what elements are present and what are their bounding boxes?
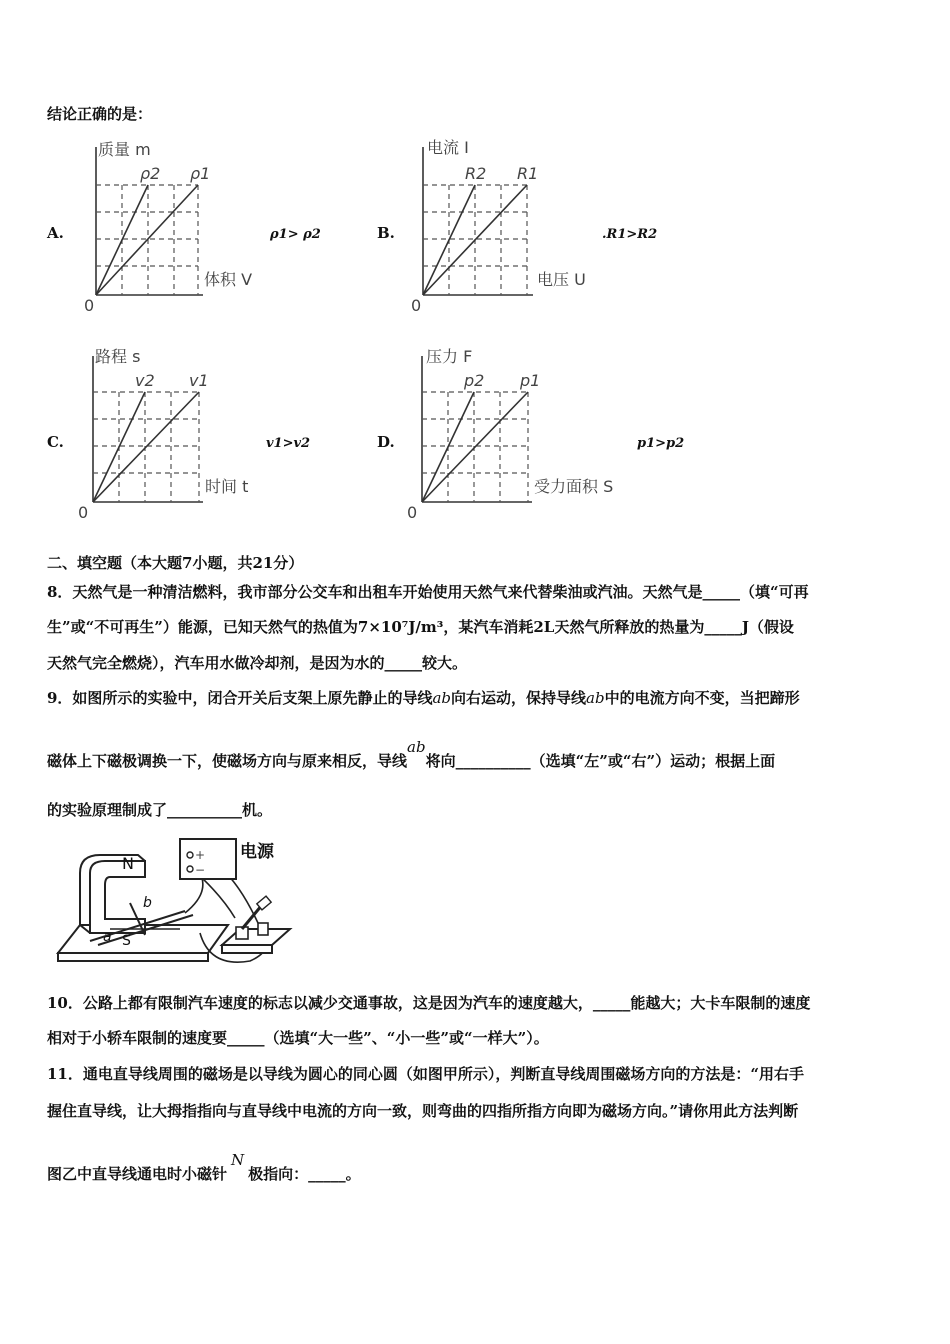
- q9-fig-minus: −: [195, 863, 206, 877]
- graph-b-line1-label: R2: [465, 164, 487, 183]
- intro-text: 结论正确的是：: [47, 105, 153, 123]
- graph-a-y-label: 质量 m: [98, 140, 151, 159]
- q11-line3: [47, 1151, 361, 1184]
- q9-line3: 的实验原理制成了__________机。: [47, 801, 273, 819]
- q9-figure: [50, 833, 300, 973]
- q9-ab-1: ab: [432, 689, 451, 707]
- q9-line2: [47, 738, 776, 771]
- graph-a: [78, 135, 278, 315]
- graph-b-x-label: 电压 U: [537, 270, 586, 289]
- q9-line2a: 磁体上下磁极调换一下，使磁场方向与原来相反，导线: [47, 752, 408, 770]
- q9-line1a: 9．如图所示的实验中，闭合开关后支架上原先静止的导线: [47, 689, 433, 707]
- q9-fig-plus: +: [195, 848, 206, 862]
- section-title: 二、填空题（本大题7小题，共21分）: [47, 554, 304, 572]
- graph-c: [75, 342, 275, 522]
- option-a-letter: A.: [47, 224, 64, 242]
- option-b-conclusion: .R1>R2: [602, 227, 658, 242]
- option-c-conclusion: v1>v2: [266, 436, 311, 451]
- option-d-letter: D.: [377, 433, 395, 451]
- q9-fig-s: S: [122, 933, 131, 949]
- option-a-conclusion: ρ1> ρ2: [270, 227, 321, 242]
- graph-c-line2-label: v1: [189, 371, 209, 390]
- q8-line3: 天然气完全燃烧），汽车用水做冷却剂，是因为水的_____较大。: [47, 654, 468, 672]
- q9-line2b: 将向__________（选填“左”或“右”）运动；根据上面: [425, 752, 776, 770]
- graph-b-line2-label: R1: [517, 164, 539, 183]
- option-c-letter: C.: [47, 433, 64, 451]
- q11-line2: 握住直导线，让大拇指指向与直导线中电流的方向一致，则弯曲的四指所指方向即为磁场方向。”请你用此方法判断: [47, 1102, 799, 1120]
- graph-b: [405, 135, 625, 315]
- graph-b-origin: 0: [411, 296, 422, 315]
- q9-fig-a: a: [103, 929, 112, 945]
- q9-ab-2: ab: [586, 689, 605, 707]
- graph-a-line1-label: ρ2: [140, 164, 161, 183]
- q9-fig-power-label: 电源: [240, 842, 274, 862]
- graph-b-y-label: 电流 I: [427, 138, 469, 157]
- graph-a-line2-label: ρ1: [190, 164, 211, 183]
- option-b-letter: B.: [377, 224, 395, 242]
- q10-line1: 10．公路上都有限制汽车速度的标志以减少交通事故，这是因为汽车的速度越大，_____能越大；大卡车限制的速度: [47, 994, 811, 1012]
- q9-ab-3: ab: [407, 738, 426, 756]
- graph-c-origin: 0: [78, 503, 89, 522]
- q10-line2: 相对于小轿车限制的速度要_____（选填“大一些”、“小一些”或“一样大”）。: [47, 1029, 549, 1047]
- q11-n: N: [231, 1151, 245, 1169]
- graph-c-y-label: 路程 s: [95, 347, 141, 366]
- q9-fig-b: b: [143, 895, 152, 911]
- q9-line1b: 向右运动，保持导线: [451, 689, 587, 707]
- graph-d-line1-label: p2: [464, 371, 485, 390]
- q11-line3a: 图乙中直导线通电时小磁针: [47, 1165, 228, 1183]
- q11-line1: 11．通电直导线周围的磁场是以导线为圆心的同心圆（如图甲所示），判断直导线周围磁场方向的方法是：“用右手: [47, 1065, 805, 1083]
- graph-d-origin: 0: [407, 503, 418, 522]
- graph-d: [404, 342, 644, 522]
- graph-d-y-label: 压力 F: [426, 347, 473, 366]
- option-d-conclusion: p1>p2: [637, 436, 685, 451]
- q11-line3b: 极指向：_____。: [248, 1165, 361, 1183]
- graph-a-x-label: 体积 V: [204, 270, 253, 289]
- q8-line1: 8．天然气是一种清洁燃料，我市部分公交车和出租车开始使用天然气来代替柴油或汽油。天然气是_____（填“可再: [47, 583, 809, 601]
- q9-line1: [47, 687, 800, 708]
- graph-c-x-label: 时间 t: [205, 477, 249, 496]
- graph-a-origin: 0: [84, 296, 95, 315]
- graph-d-x-label: 受力面积 S: [534, 477, 614, 496]
- q9-line1c: 中的电流方向不变，当把蹄形: [604, 689, 800, 707]
- graph-c-line1-label: v2: [135, 371, 155, 390]
- q8-line2: 生”或“不可再生”）能源，已知天然气的热值为7×10⁷J/m³，某汽车消耗2L天然气所释放的热量为_____J（假设: [47, 618, 794, 636]
- q9-fig-n: N: [122, 854, 134, 873]
- graph-d-line2-label: p1: [520, 371, 541, 390]
